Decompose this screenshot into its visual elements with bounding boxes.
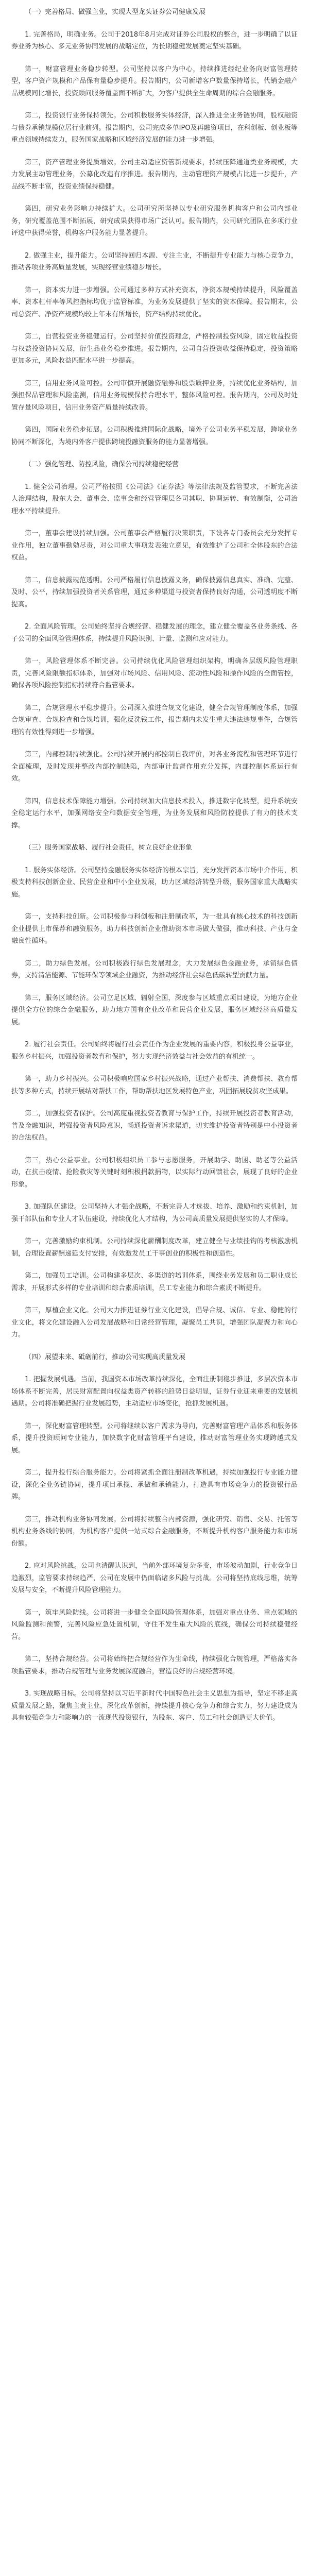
article-paragraph: 第一，风险管理体系不断完善。公司持续优化风险管理组织架构，明确各层级风险管理职责，完善风险限额指标体系，加强对市场风险、信用风险、流动性风险和操作风险的全面管控，确保各项风险控制指标持续符合监管要求。 [11, 657, 298, 689]
article-paragraph: 第一，董事会建设持续加强。公司董事会严格履行决策职责，下设各专门委员会充分发挥专业作用，独立董事勤勉尽责，对公司重大事项发表独立意见，有效维护了公司和全体股东的合法权益。 [11, 530, 298, 562]
article-paragraph: 第四，研究业务影响力持续扩大。公司研究所坚持以专业研究服务机构客户和公司内部业务，研究覆盖范围不断拓展，研究成果获得市场广泛认可。报告期内，公司研究团队在多项行业评选中获得荣誉，机构客户服务能力显著提升。 [11, 205, 298, 237]
article-paragraph: 第二，投资银行业务保持领先。公司积极服务实体经济，深入推进全业务链协同，股权融资与债券承销规模位居行业前列。报告期内，公司完成多单IPO及再融资项目，在科创板、创业板等重点领域持续发力，服务国家战略和区域经济发展的能力进一步增强。 [11, 112, 298, 144]
article-paragraph: 第一，支持科技创新。公司积极参与科创板和注册制改革，为一批具有核心技术的科技创新企业提供上市保荐和融资服务，助力科技创新企业借助资本市场做大做强，推动科技、产业与金融良性循环。 [11, 913, 298, 945]
article-paragraph: 第三，热心公益事业。公司积极组织员工参与志愿服务，开展助学、助困、助老等公益活动，在抗击疫情、抢险救灾等关键时刻积极捐款捐物，以实际行动回馈社会，展现了良好的企业形象。 [11, 1156, 298, 1189]
article-paragraph: 1. 把握发展机遇。当前，我国资本市场改革持续深化，全面注册制稳步推进，多层次资本市场体系不断完善，居民财富配置向权益类资产转移的趋势日益明显，证券行业迎来重要的发展机遇期。公司将准确把握行业发展趋势，主动适应市场变化，抢抓发展机遇。 [11, 1376, 298, 1408]
article-paragraph: 第二，助力绿色发展。公司积极践行绿色发展理念，大力发展绿色金融业务，承销绿色债券，支持清洁能源、节能环保等领域企业融资，为推动经济社会绿色低碳转型贡献力量。 [11, 959, 298, 979]
article-paragraph: 第二，加强投资者保护。公司高度重视投资者教育与保护工作，持续开展投资者教育活动，普及金融知识，增强投资者风险意识，畅通投资者诉求渠道，切实维护投资者特别是中小投资者的合法权益。 [11, 1110, 298, 1142]
section-heading: （三）服务国家战略、履行社会责任，树立良好企业形象 [25, 844, 193, 852]
article-paragraph: 1. 完善格局，明确业务。公司于2018年8月完成对证券公司股权的整合，进一步明确了以证券业务为核心、多元业务协同发展的战略定位，为长期稳健发展奠定坚实基础。 [11, 30, 298, 50]
article-paragraph: 第二，提升投行综合服务能力。公司将紧抓全面注册制改革机遇，持续加强投行专业能力建设，深化全业务链协同，提升项目承揽、承做和承销能力，打造具有市场竞争力的投资银行品牌。 [11, 1469, 298, 1501]
article-paragraph: 3. 加强队伍建设。公司坚持人才强企战略，不断完善人才选拔、培养、激励和约束机制，加强干部队伍和专业人才队伍建设，持续优化人才结构，为公司高质量发展提供坚实的人才保障。 [11, 1203, 298, 1223]
article-paragraph: 2. 全面风险管理。公司始终坚持合规经营、稳健发展的理念，建立健全覆盖各业务条线、各子公司的全面风险管理体系，持续提升风险识别、计量、监测和应对能力。 [11, 623, 298, 643]
section-heading: （二）强化管理、防控风险，确保公司持续稳健经营 [25, 461, 179, 468]
article-paragraph: 第二，坚持合规经营。公司将始终把合规经营作为生命线，持续强化合规管理，严格落实各项监管要求，推动合规管理与业务发展深度融合，营造良好的合规经营环境。 [11, 1655, 298, 1675]
article-paragraph: 第二，信息披露规范透明。公司严格履行信息披露义务，确保披露信息真实、准确、完整、及时、公平，持续加强投资者关系管理，通过多种渠道与投资者保持良好沟通，公司透明度不断提高。 [11, 576, 298, 608]
section-heading: （四）展望未来、砥砺前行，推动公司实现高质量发展 [25, 1353, 186, 1361]
article-paragraph: 第三，服务区域经济。公司立足区域、辐射全国，深度参与区域重点项目建设，为地方企业提供全方位的综合金融服务，助力地方国有企业改革和民营企业发展，服务区域经济高质量发展。 [11, 994, 298, 1026]
article-paragraph: 第一，财富管理业务稳步转型。公司坚持以客户为中心，持续推进经纪业务向财富管理转型，客户资产规模和产品保有量稳步提升。报告期内，公司新增客户数量保持增长，代销金融产品规模同比增长，投资顾问服务覆盖面不断扩大，为客户提供全生命周期的综合金融服务。 [11, 65, 298, 97]
article-paragraph: 第一，助力乡村振兴。公司积极响应国家乡村振兴战略，通过产业帮扶、消费帮扶、教育帮扶等多种方式，持续开展结对帮扶工作，帮助帮扶地区发展特色产业，巩固拓展脱贫攻坚成果。 [11, 1075, 298, 1095]
article-paragraph: 2. 做强主业，提升能力。公司坚持回归本源、专注主业，不断提升专业能力与核心竞争力，推动各项业务高质量发展，实现经营业绩稳步增长。 [11, 251, 298, 272]
article-paragraph: 第一，深化财富管理转型。公司将继续以客户需求为导向，完善财富管理产品体系和服务体系，提升投资顾问专业能力，加快数字化财富管理平台建设，推动财富管理业务实现跨越式发展。 [11, 1422, 298, 1454]
article-paragraph: 第四，信息技术保障能力增强。公司持续加大信息技术投入，推进数字化转型，提升系统安全稳定运行水平，加强网络安全和数据安全管理，为业务发展和风险防控提供了有力的技术支撑。 [11, 797, 298, 829]
article-paragraph: 2. 履行社会责任。公司始终将履行社会责任作为企业发展的重要内容，积极投身公益事业，服务乡村振兴，加强投资者教育和保护，努力实现经济效益与社会效益的有机统一。 [11, 1041, 298, 1061]
article-paragraph: 1. 健全公司治理。公司严格按照《公司法》《证券法》等法律法规及监管要求，不断完善法人治理结构，股东大会、董事会、监事会和经营管理层各司其职、协调运转、有效制衡，公司治理水平持续提升。 [11, 483, 298, 515]
article-paragraph: 第二，合规管理水平稳步提升。公司深入推进合规文化建设，健全合规管理制度体系，加强合规审查、合规检查和合规培训，强化反洗钱工作，报告期内未发生重大违法违规事件，合规管理的有效性得到进一步增强。 [11, 704, 298, 736]
article-paragraph: 2. 应对风险挑战。公司也清醒认识到，当前外部环境复杂多变，市场波动加剧，行业竞争日趋激烈，监管要求持续趋严，公司在发展中仍面临诸多风险与挑战。公司将坚持底线思维，统筹发展与安全，不断提升风险管理能力。 [11, 1562, 298, 1594]
article-paragraph: 1. 服务实体经济。公司坚持金融服务实体经济的根本宗旨，充分发挥资本市场中介作用，积极支持科技创新企业、民营企业和中小企业发展，助力区域经济转型升级，服务国家重大战略实施。 [11, 866, 298, 899]
article-paragraph: 第三，资产管理业务提质增效。公司主动适应资管新规要求，持续压降通道类业务规模，大力发展主动管理业务，公募化改造有序推进。报告期内，主动管理资产规模占比进一步提升，产品线不断丰富，投资业绩保持稳健。 [11, 158, 298, 191]
article-paragraph: 第三，信用业务风险可控。公司审慎开展融资融券和股票质押业务，持续优化业务结构，加强担保品管理和风险监测，信用业务规模保持合理水平，整体风险可控。报告期内，公司及时处置存量风险项目，信用业务资产质量持续改善。 [11, 379, 298, 412]
article-paragraph: 第一，资本实力进一步增强。公司通过多种方式补充资本，净资本规模持续提升，风险覆盖率、资本杠杆率等风控指标均优于监管标准，为业务发展提供了坚实的资本保障。报告期末，公司总资产、净资产规模均较上年末有所增长，资产结构持续优化。 [11, 286, 298, 318]
article-paragraph: 第一，完善激励约束机制。公司持续深化薪酬制度改革，建立健全与业绩挂钩的考核激励机制，合理设置薪酬递延支付安排，有效激发员工干事创业的积极性和创造性。 [11, 1238, 298, 1258]
section-heading: （一）完善格局、做强主业，实现大型龙头证券公司健康发展 [25, 8, 206, 16]
article-paragraph: 第三，推动机构业务协同发展。公司将持续整合内部资源，强化研究、销售、交易、托管等机构业务条线的协同，为机构客户提供一站式综合金融服务，不断提升机构客户服务能力和市场份额。 [11, 1515, 298, 1548]
article-paragraph: 第四，国际业务稳步拓展。公司积极推进国际化战略，境外子公司业务平稳发展，跨境业务协同不断深化，为境内外客户提供跨境投融资服务的能力显著增强。 [11, 426, 298, 446]
article-paragraph: 第二，加强员工培训。公司构建多层次、多渠道的培训体系，围绕业务发展和员工职业成长需求，开展形式多样的专业培训和综合素质培训，员工专业能力和综合素质不断提升。 [11, 1272, 298, 1292]
article-paragraph: 第一，筑牢风险防线。公司将进一步健全全面风险管理体系，加强对重点业务、重点领域的风险监测和预警，完善风险应急处置机制，守住不发生重大风险的底线，确保公司持续稳健经营。 [11, 1608, 298, 1641]
article-paragraph: 第二，自营投资业务稳健运行。公司坚持价值投资理念，严格控制投资风险，固定收益投资与权益投资协同发展，衍生品业务稳步推进。报告期内，公司自营投资收益保持稳定，投资策略更加多元，风险收益匹配水平进一步提高。 [11, 333, 298, 365]
article-paragraph: 第三，厚植企业文化。公司大力推进证券行业文化建设，倡导合规、诚信、专业、稳健的行业文化，将文化建设融入公司发展战略和日常经营管理，凝聚员工共识，增强团队凝聚力和向心力。 [11, 1307, 298, 1338]
article-paragraph: 第三，内部控制持续强化。公司持续开展内部控制自我评价，对各业务流程和管理环节进行全面梳理，及时发现并整改内部控制缺陷，内部审计监督作用充分发挥，内部控制体系运行有效。 [11, 751, 298, 783]
article-paragraph: 3. 实现战略目标。公司将坚持以习近平新时代中国特色社会主义思想为指导，坚定不移走高质量发展之路，聚焦主责主业，深化改革创新，持续提升核心竞争力和综合实力，努力建设成为具有较强竞争力和影响力的一流现代投资银行，为股东、客户、员工和社会创造更大价值。 [11, 1690, 298, 1722]
